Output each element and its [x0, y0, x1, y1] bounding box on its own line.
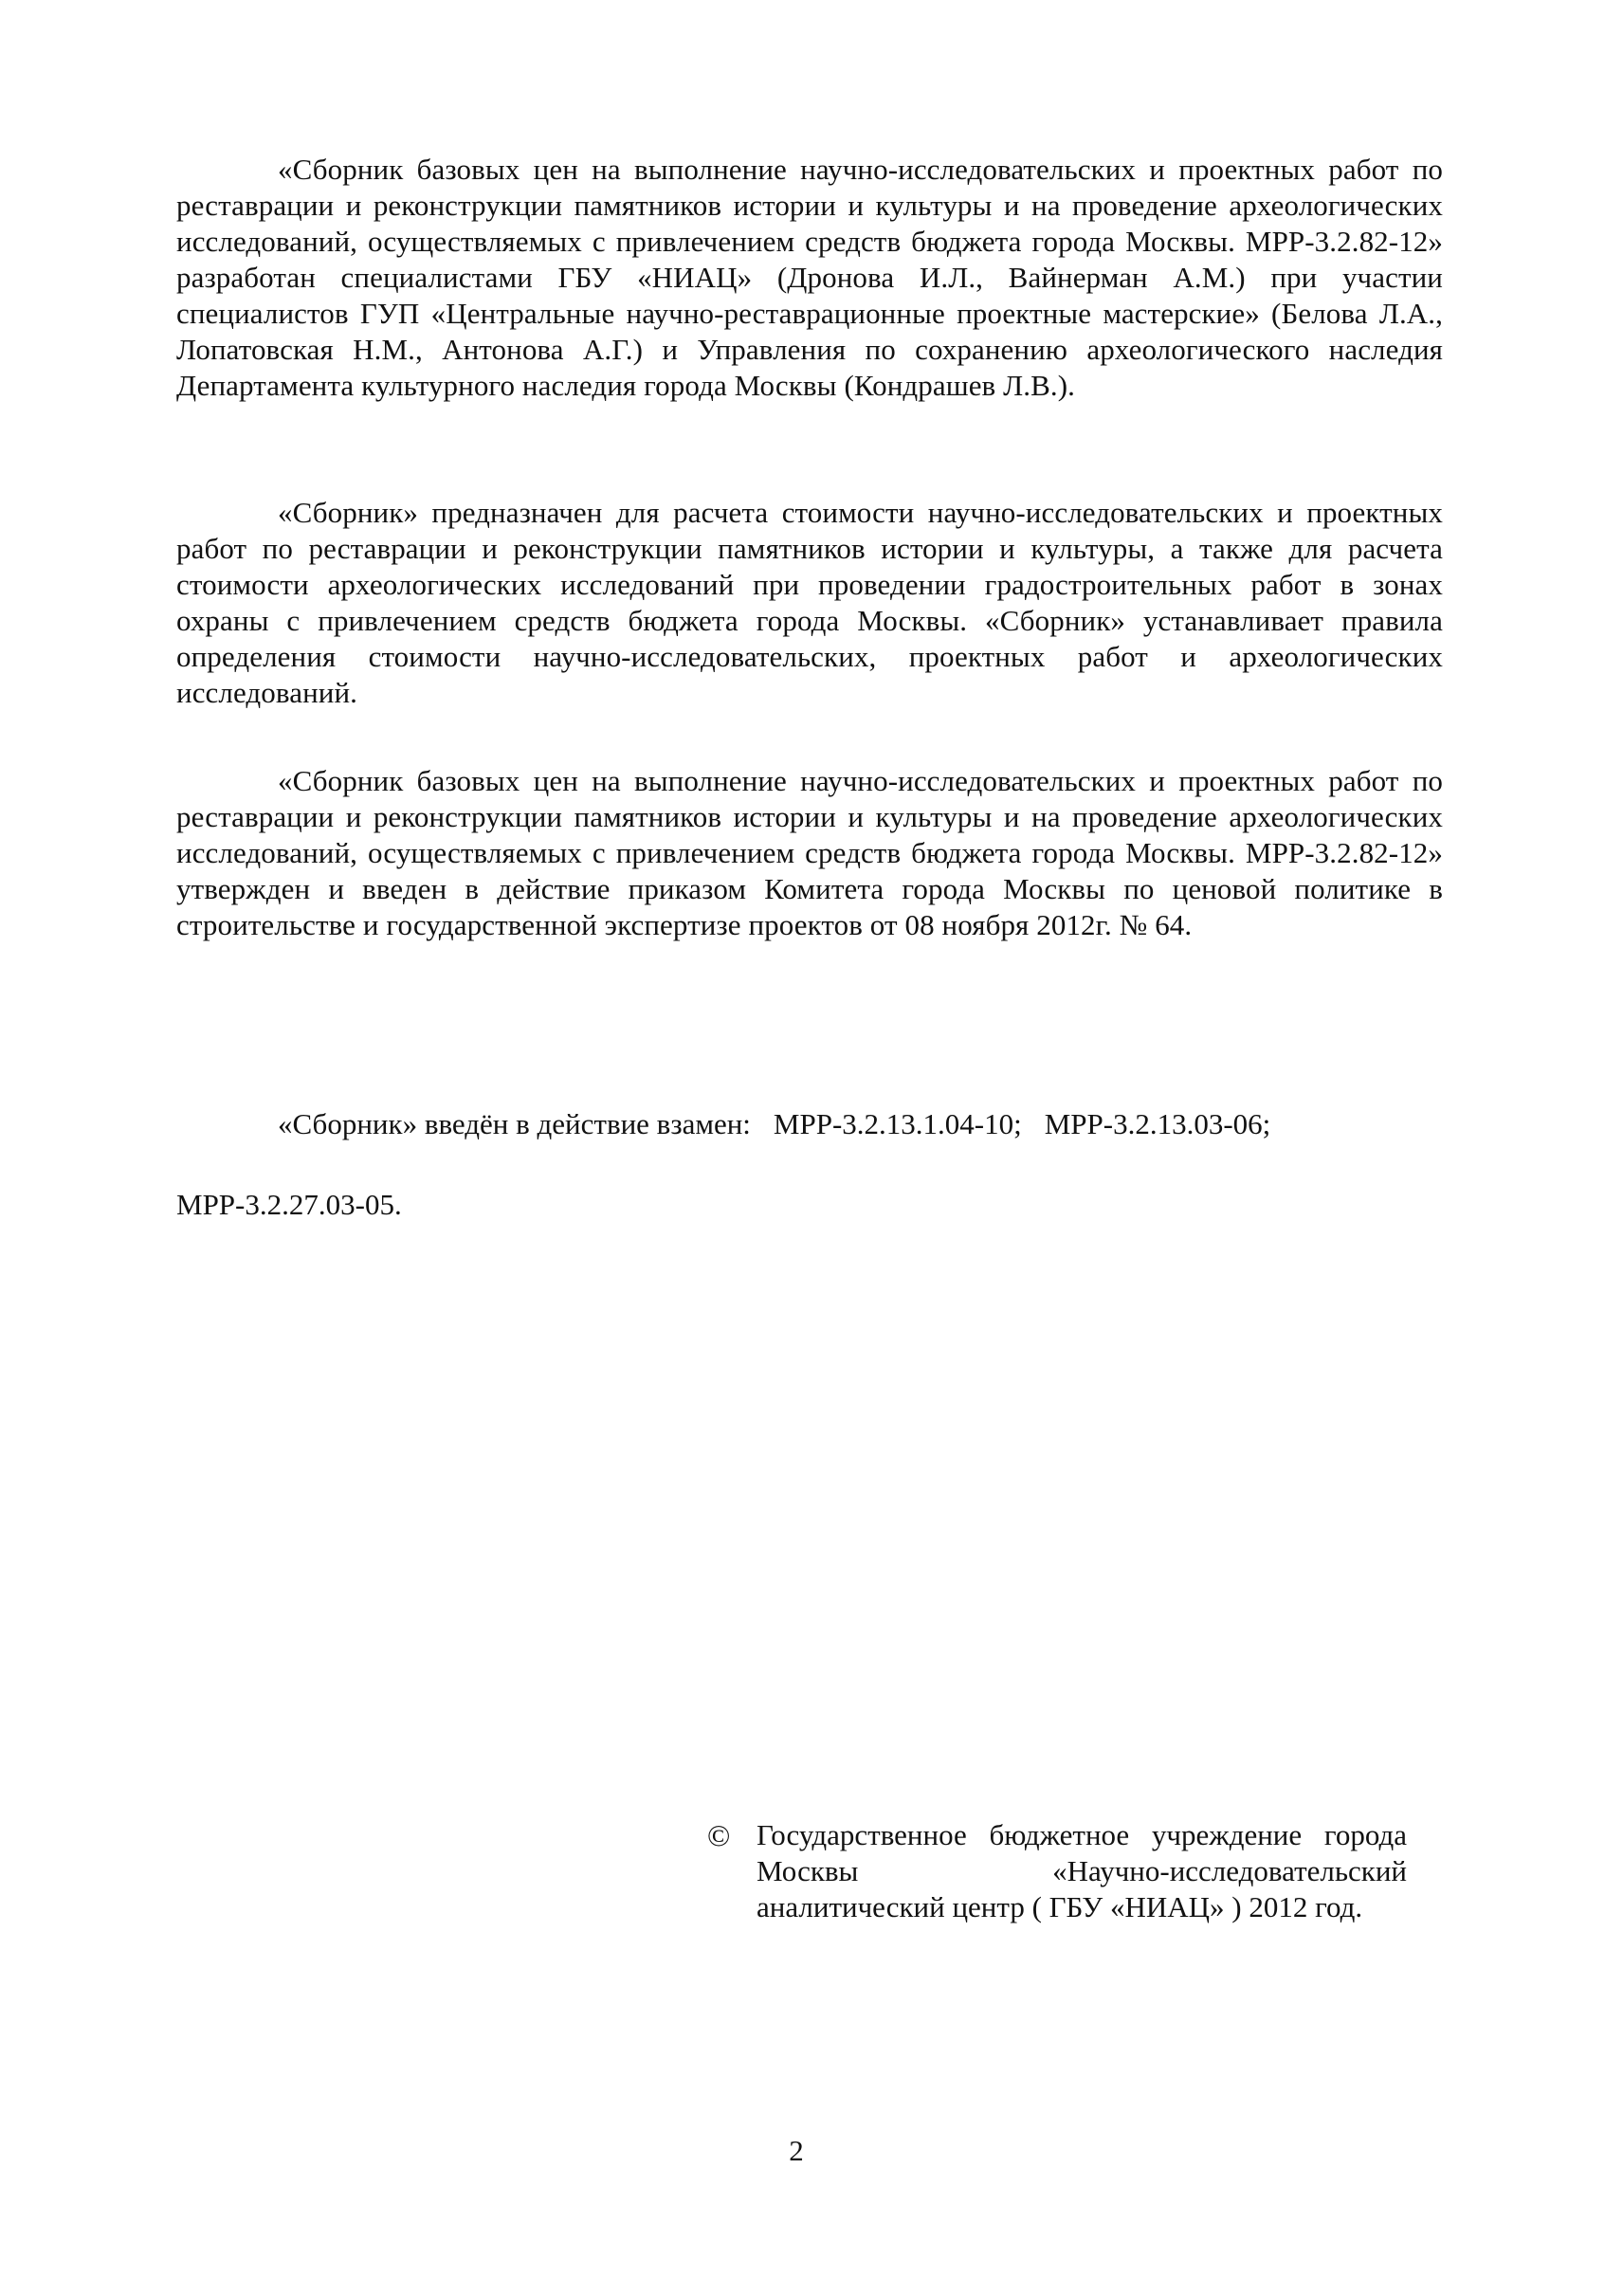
replacement-ref: МРР-3.2.13.1.04-10; — [773, 1107, 1022, 1140]
copyright-text: Государственное бюджетное учреждение города Москвы «Научно-исследовательский аналитический центр ( ГБУ «НИАЦ» ) 2012 год. — [757, 1818, 1407, 1923]
copyright-icon: © — [707, 1818, 731, 1852]
replacement-intro: «Сборник» введён в действие взамен: — [278, 1107, 751, 1140]
page-number: 2 — [789, 2134, 804, 2167]
replacement-ref-continued: МРР-3.2.27.03-05. — [176, 1188, 402, 1221]
replacement-ref: МРР-3.2.13.03-06; — [1044, 1107, 1271, 1140]
paragraph-purpose: «Сборник» предназначен для расчета стоимости научно-исследовательских и проектных работ по реставрации и реконструкции памятников истории и культуры, а также для расчета стоимости археологических исследований при проведении градостроительных работ в зонах охраны с привлечением средств бюджета города Москвы. «Сборник» устанавливает правила определения стоимости научно-исследовательских, проектных работ и археологических исследований. — [176, 496, 1443, 709]
paragraph-approval: «Сборник базовых цен на выполнение научно-исследовательских и проектных работ по реставрации и реконструкции памятников истории и культуры и на проведение археологических исследований, осуществляемых с привлечением средств бюджета города Москвы. МРР-3.2.82-12» утвержден и введен в действие приказом Комитета города Москвы по ценовой политике в строительстве и государственной экспертизе проектов от 08 ноября 2012г. № 64. — [176, 764, 1443, 941]
paragraph-authors: «Сборник базовых цен на выполнение научно-исследовательских и проектных работ по реставрации и реконструкции памятников истории и культуры и на проведение археологических исследований, осуществляемых с привлечением средств бюджета города Москвы. МРР-3.2.82-12» разработан специалистами ГБУ «НИАЦ» (Дронова И.Л., Вайнерман А.М.) при участии специалистов ГУП «Центральные научно-реставрационные проектные мастерские» (Белова Л.А., Лопатовская Н.М., Антонова А.Г.) и Управления по сохранению археологического наследия Департамента культурного наследия города Москвы (Кондрашев Л.В.). — [176, 153, 1443, 402]
replacement-line — [278, 1106, 1270, 1142]
